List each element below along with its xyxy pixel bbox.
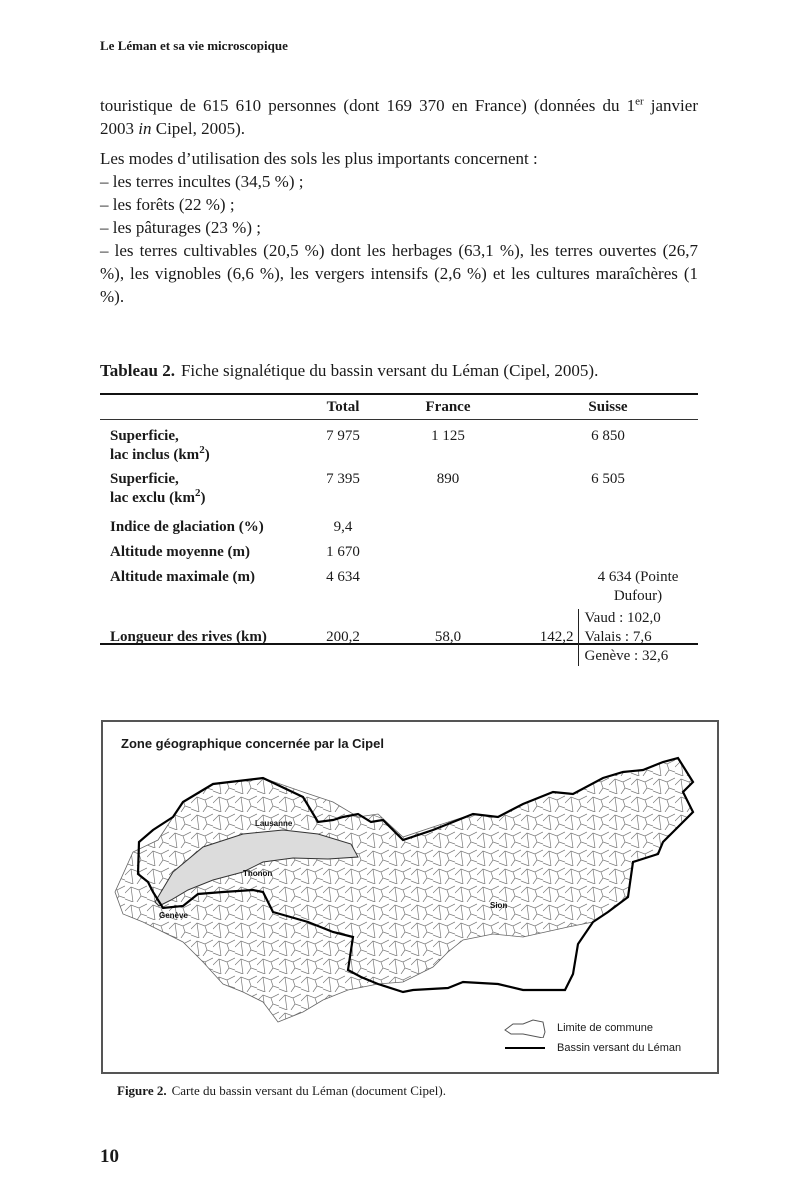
table-caption-label: Tableau 2. <box>100 361 175 380</box>
cell-total: 7 975 <box>326 428 360 444</box>
map-legend <box>503 1018 681 1058</box>
cell-france: 1 125 <box>431 428 465 444</box>
city-sion: Sion <box>490 901 508 910</box>
header-empty <box>100 396 308 421</box>
commune-outline-icon <box>503 1018 547 1038</box>
cell-france: 58,0 <box>434 628 462 645</box>
canton-vaud: Vaud : 102,0 <box>584 609 661 626</box>
land-use-item: – les terres incultes (34,5 %) ; <box>100 172 304 191</box>
thick-line-icon <box>503 1038 547 1058</box>
running-head: Le Léman et sa vie microscopique <box>100 38 288 53</box>
paragraph-land-use <box>100 147 698 308</box>
city-thonon: Thonon <box>243 869 273 878</box>
legend-item-commune <box>503 1018 681 1038</box>
table-caption-text: Fiche signalétique du bassin versant du Léman (Cipel, 2005). <box>180 361 599 380</box>
cell-total: 200,2 <box>326 628 360 645</box>
figure-caption <box>117 1083 446 1099</box>
canton-list <box>578 609 669 666</box>
cell-suisse <box>518 513 698 538</box>
land-use-intro: Les modes d’utilisation des sols les plus importants concernent : <box>100 149 538 168</box>
table-header-row <box>100 396 698 421</box>
cell-suisse: 6 850 <box>591 428 625 444</box>
paragraph-population <box>100 94 698 140</box>
cell-total: 4 634 <box>326 569 360 585</box>
table-row <box>100 563 698 606</box>
land-use-item: – les forêts (22 %) ; <box>100 195 235 214</box>
row-label: Longueur des rives (km) <box>110 628 267 645</box>
suisse-breakdown <box>540 609 668 666</box>
table-row <box>100 538 698 563</box>
canton-geneve: Genève : 32,6 <box>584 647 669 664</box>
row-label: Superficie, lac exclu $(km^2)$ <box>110 471 206 506</box>
page-number: 10 <box>100 1146 119 1167</box>
cell-france: 890 <box>436 471 460 487</box>
row-label: Altitude moyenne (m) <box>110 544 250 560</box>
header-total: Total <box>326 398 360 415</box>
cell-suisse <box>518 606 698 668</box>
row-label: Indice de glaciation (%) <box>110 519 264 535</box>
commune-area <box>115 758 693 1022</box>
row-label: Superficie, lac inclus $(km^2)$ <box>110 428 210 463</box>
legend-label: Limite de commune <box>557 1022 653 1034</box>
city-geneve: Genève <box>159 911 188 920</box>
legend-item-basin <box>503 1038 681 1058</box>
row-label: Altitude maximale (m) <box>110 569 255 585</box>
canton-valais: Valais : 7,6 <box>584 628 652 645</box>
cell-total: 7 395 <box>326 471 360 487</box>
paragraph-text: Cipel, 2005). <box>151 119 245 138</box>
map-figure <box>101 720 719 1074</box>
figure-caption-label: Figure 2. <box>117 1083 167 1098</box>
cell-france <box>378 513 518 538</box>
cell-suisse <box>518 538 698 563</box>
italic-in: in <box>138 119 152 138</box>
figure-caption-text: Carte du bassin versant du Léman (document Cipel). <box>171 1083 446 1098</box>
legend-label: Bassin versant du Léman <box>557 1042 682 1054</box>
paragraph-text: janvier 2003 <box>100 96 698 138</box>
cell-total: 9,4 <box>333 519 353 535</box>
paragraph-text: touristique de 615 610 personnes (dont 169 370 en France) (données du 1 <box>100 96 636 115</box>
header-france: France <box>425 398 471 415</box>
superscript: er <box>635 95 644 108</box>
table-row <box>100 421 698 465</box>
table-row <box>100 606 698 668</box>
header-suisse: Suisse <box>588 398 628 415</box>
cell-suisse: 6 505 <box>591 471 625 487</box>
land-use-item: – les terres cultivables (20,5 %) dont les herbages (63,1 %), les terres ouvertes (26,7 %), les vignobles (6,6 %), les vergers intensifs (2,6 %) et les cultures maraîchères (1 %). <box>100 241 698 306</box>
cell-france <box>378 538 518 563</box>
map-title: Zone géographique concernée par la Cipel <box>121 736 384 751</box>
table-top-rule <box>100 393 698 395</box>
table-caption <box>100 361 598 381</box>
cell-total: 1 670 <box>326 544 360 560</box>
watershed-stats-table <box>100 396 698 668</box>
suisse-total: 142,2 <box>539 628 574 645</box>
city-lausanne: Lausanne <box>255 819 293 828</box>
land-use-item: – les pâturages (23 %) ; <box>100 218 261 237</box>
cell-suisse: 4 634 (Pointe Dufour) <box>597 569 679 604</box>
table-row <box>100 513 698 538</box>
cell-france <box>378 563 518 606</box>
table-row <box>100 465 698 513</box>
